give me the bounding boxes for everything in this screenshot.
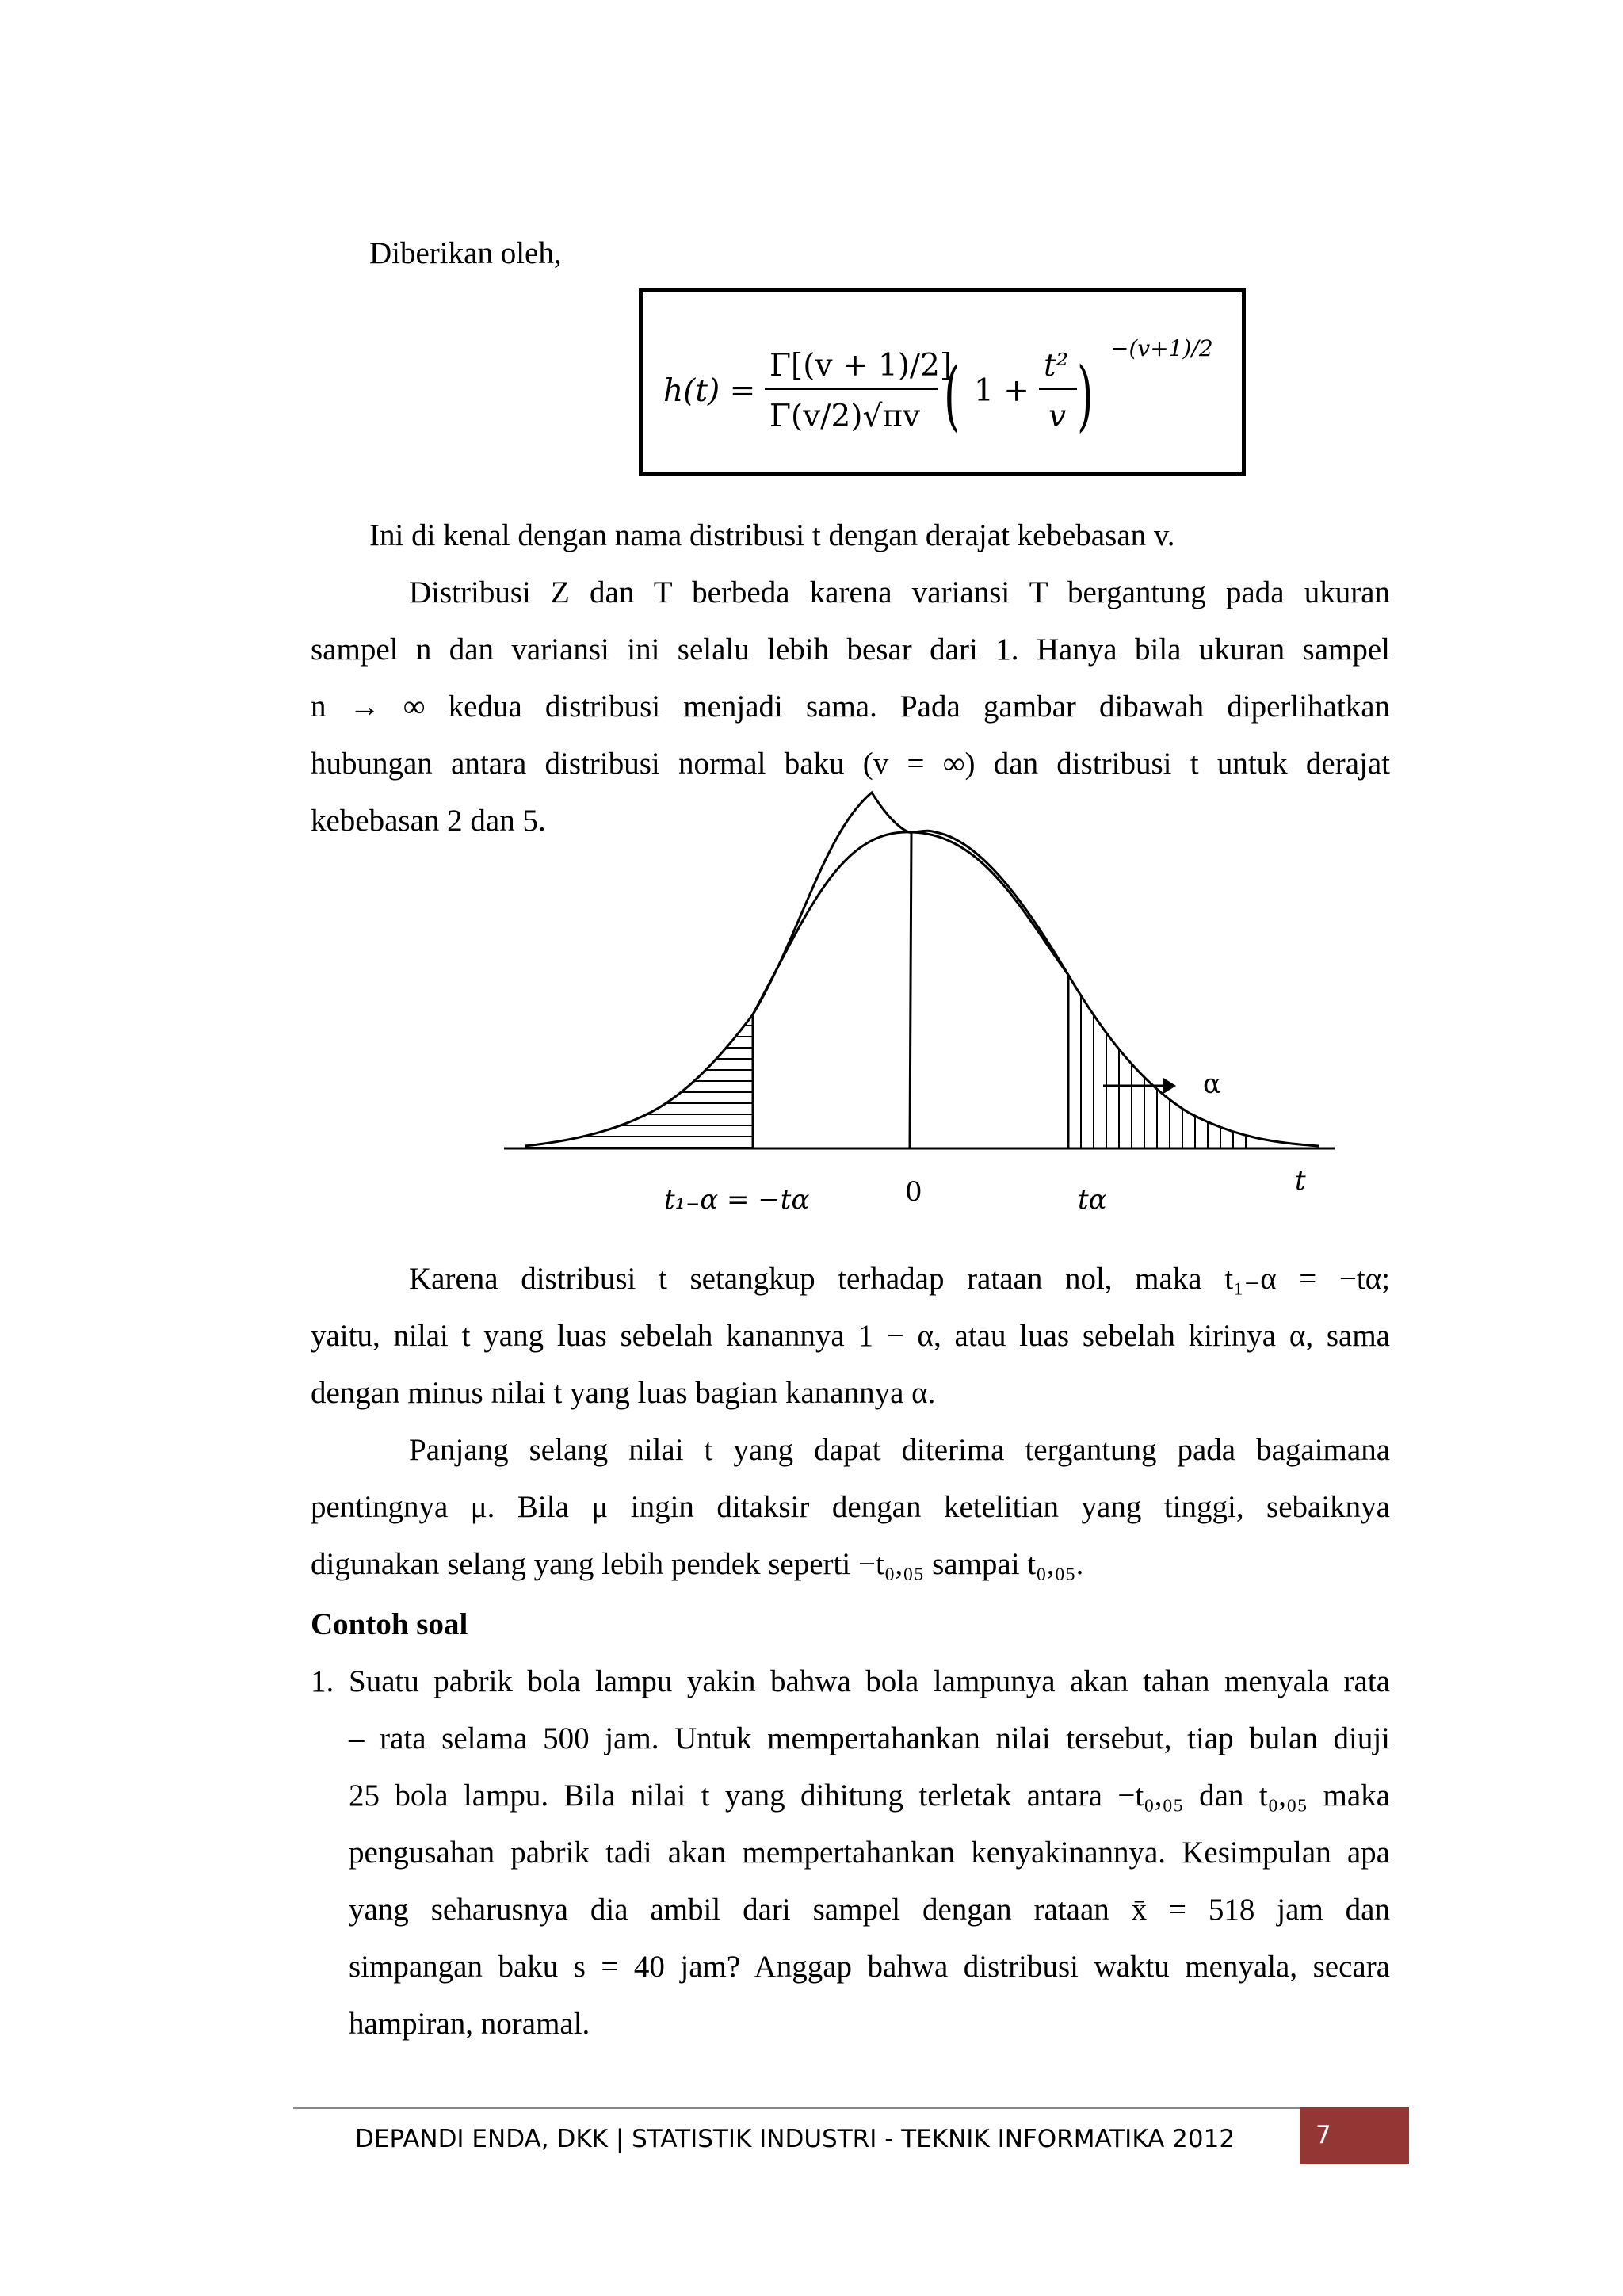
paragraph-3-line-3: dengan minus nilai t yang luas bagian kanannya α.: [311, 1376, 936, 1410]
formula-exponent: −(v+1)/2: [1110, 335, 1213, 361]
footer-text: DEPANDI ENDA, DKK | STATISTIK INDUSTRI - TEKNIK INFORMATIKA 2012: [355, 2125, 1235, 2153]
paragraph-3-line-2: yaitu, nilai t yang luas sebelah kanannya 1 − α, atau luas sebelah kirinya α, sama: [311, 1319, 1390, 1353]
paragraph-2-line-2: sampel n dan variansi ini selalu lebih besar dari 1. Hanya bila ukuran sampel: [311, 632, 1390, 667]
intro-label: Diberikan oleh,: [369, 236, 562, 270]
formula-denominator: Γ(v/2)√πv: [769, 399, 920, 434]
paragraph-4-line-1: Panjang selang nilai t yang dapat diterima tergantung pada bagaimana: [409, 1433, 1390, 1467]
item-1-line-4: pengusahan pabrik tadi akan mempertahankan kenyakinannya. Kesimpulan apa: [349, 1836, 1390, 1870]
item-1-line-1: Suatu pabrik bola lampu yakin bahwa bola lampunya akan tahan menyala rata: [349, 1664, 1390, 1698]
paragraph-4-line-3: digunakan selang yang lebih pendek seperti −t₀,₀₅ sampai t₀,₀₅.: [311, 1547, 1084, 1581]
item-1-line-6: simpangan baku s = 40 jam? Anggap bahwa distribusi waktu menyala, secara: [349, 1950, 1390, 1984]
alpha-arrow-head: [1163, 1078, 1176, 1094]
formula-inner-denominator: v: [1048, 399, 1067, 434]
formula-right-paren: ): [1077, 351, 1094, 440]
page-number: 7: [1316, 2121, 1331, 2149]
paragraph-3-line-1: Karena distribusi t setangkup terhadap rataan nol, maka t₁₋α = −tα;: [409, 1262, 1390, 1296]
item-1-line-2: – rata selama 500 jam. Untuk mempertahankan nilai tersebut, tiap bulan diuji: [349, 1721, 1390, 1755]
left-tail-hatching: [523, 1026, 754, 1148]
formula-numerator: Γ[(v + 1)/2]: [769, 348, 953, 384]
figure-axis-label: t: [1295, 1165, 1306, 1197]
paragraph-2-line-5: kebebasan 2 dan 5.: [311, 804, 546, 838]
item-1-line-3: 25 bola lampu. Bila nilai t yang dihitung terletak antara −t₀,₀₅ dan t₀,₀₅ maka: [349, 1778, 1390, 1813]
item-1-line-7: hampiran, noramal.: [349, 2007, 590, 2041]
bell-curve: [525, 793, 1319, 1146]
figure-left-label: t₁₋α = −tα: [664, 1184, 810, 1216]
figure-alpha-label: α: [1203, 1068, 1221, 1100]
formula-inner-numerator: t²: [1044, 348, 1069, 384]
page-number-box: [1300, 2107, 1409, 2164]
formula-inner-one: 1 +: [974, 373, 1029, 409]
paragraph-4-line-2: pentingnya μ. Bila μ ingin ditaksir dengan ketelitian yang tinggi, sebaiknya: [311, 1490, 1390, 1524]
formula-left-paren: (: [944, 351, 960, 440]
item-1-number: 1.: [311, 1664, 334, 1698]
paragraph-2-line-3: n → ∞ kedua distribusi menjadi sama. Pada gambar dibawah diperlihatkan: [311, 690, 1390, 724]
right-tail-hatching: [1081, 951, 1246, 1149]
footer-rule: [293, 2107, 1300, 2109]
formula-lhs: h(t) =: [663, 373, 756, 409]
center-line: [910, 832, 911, 1148]
section-heading: Contoh soal: [311, 1607, 468, 1641]
figure-zero-label: 0: [905, 1176, 922, 1208]
item-1-line-5: yang seharusnya dia ambil dari sampel dengan rataan x̄ = 518 jam dan: [349, 1893, 1390, 1927]
paragraph-2-line-4: hubungan antara distribusi normal baku (v = ∞) dan distribusi t untuk derajat: [311, 747, 1390, 781]
paragraph-2-line-1: Distribusi Z dan T berbeda karena variansi T bergantung pada ukuran: [409, 575, 1390, 609]
figure-right-label: tα: [1078, 1184, 1107, 1216]
paragraph-1: Ini di kenal dengan nama distribusi t dengan derajat kebebasan v.: [369, 518, 1175, 552]
